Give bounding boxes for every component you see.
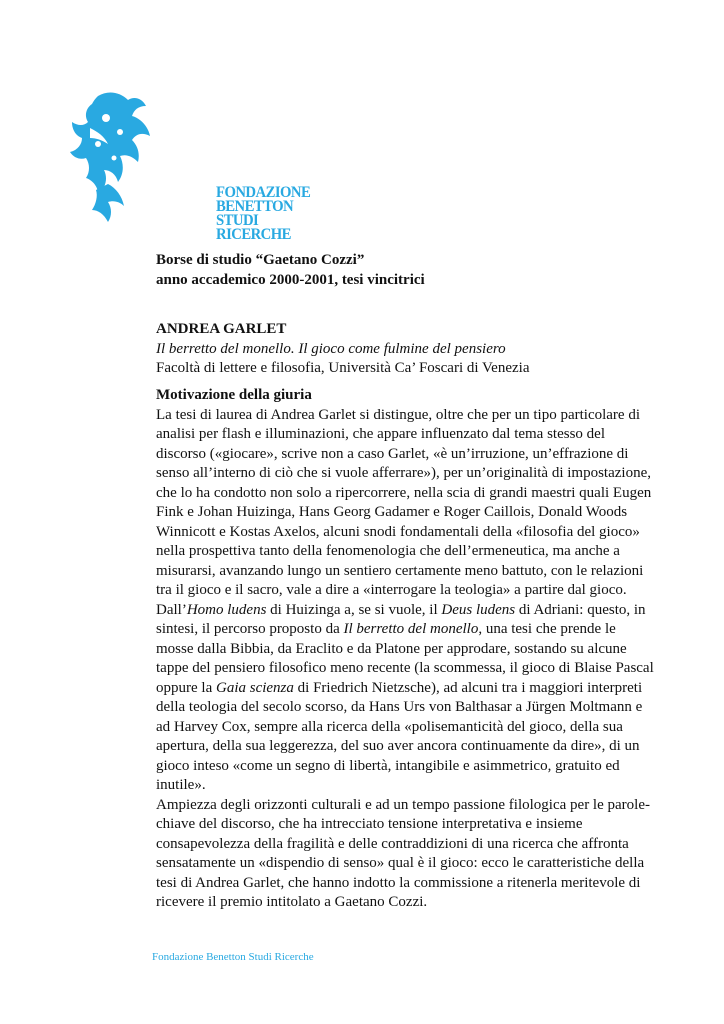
paragraph-1: La tesi di laurea di Andrea Garlet si distingue, oltre che per un tipo particolare di analisi per flash e illuminazioni, che appare influenzato dal tema stesso del discorso («giocare», scrive non a caso Garlet, «è un’irruzione, un’effrazione di senso all’interno di ciò che si vuole afferrare»), per un’originalità di impostazione, che lo ha condotto non solo a ripercorrere, nella scia di grandi maestri quali Eugen Fink e Johan Huizinga, Hans Georg Gadamer e Roger Caillois, Donald Woods Winnicott e Kostas Axelos, alcuni snodi fondamentali della «filosofia del gioco» nella prospettiva tanto della fenomenologia che dell’ermeneutica, ma anche a misurarsi, avanzando lungo un sentiero certamente meno battuto, con le relazioni tra il gioco e il sacro, vale a dire a «interrogare la teologia» a partire dal gioco. (156, 406, 652, 598)
page-footer: Fondazione Benetton Studi Ricerche (152, 951, 314, 963)
heading-line-1: Borse di studio “Gaetano Cozzi” (156, 252, 365, 268)
paragraph-2-part: , una tesi che prende le mosse dalla Bibbia, da Eraclito e da Platone per approdare, sostando su alcune tappe del pensiero filosofico meno recente (la scommessa, il gioco di Blaise Pascal oppure la (156, 621, 654, 696)
paragraph-2-part: Dall’ (156, 601, 187, 618)
paragraph-2-part: di Adriani: questo, in sintesi, il percorso proposto da (156, 601, 646, 637)
paragraph-2-part: di Friedrich Nietzsche), ad alcuni tra i maggiori interpreti della teologia del secolo scorso, da Hans Urs von Balthasar a Jürgen Moltmann e ad Harvey Cox, sempre alla ricerca della «polisemanticità del gioco, della sua apertura, della sua leggerezza, del suo aver ancora continuamente da dire», di un gioco inteso «come un segno di libertà, intangibile e asimmetrico, gratuito ed inutile». (156, 679, 643, 793)
paragraph-2-italic-berretto: Il berretto del monello (343, 621, 479, 637)
winner-name: ANDREA GARLET (156, 321, 287, 337)
paragraph-3: Ampiezza degli orizzonti culturali e ad un tempo passione filologica per le parole-chiave del discorso, che ha intrecciato tensione interpretativa e insieme consapevolezza della fragilità e delle contraddizioni di una ricerca che affronta sensatamente un «dispendio di senso» qual è il gioco: ecco le caratteristiche della tesi di Andrea Garlet, che hanno indotto la commissione a ritenerla meritevole di ricevere il premio intitolato a Gaetano Cozzi. (156, 796, 650, 910)
paragraph-2-italic-gaia-scienza: Gaia scienza (215, 679, 294, 696)
foundation-logo (68, 88, 311, 243)
logo-text-line-2: BENETTON (216, 198, 294, 215)
heading-line-2: anno accademico 2000-2001, tesi vincitrici (156, 271, 425, 288)
paragraph-2-italic-deus-ludens: Deus ludens (441, 601, 516, 618)
winner-info (156, 320, 656, 379)
paragraph-2-italic-homo-ludens: Homo ludens (186, 601, 267, 618)
motivation-section (156, 386, 656, 913)
logo-text-line-3: STUDI RICERCHE (216, 212, 291, 243)
thesis-title: Il berretto del monello. Il gioco come fulmine del pensiero (156, 340, 506, 357)
motivation-body (156, 406, 656, 913)
document-heading (156, 251, 656, 290)
winged-horse-logo-icon (68, 88, 158, 223)
motivation-title: Motivazione della giuria (156, 387, 312, 403)
logo-text-line-1: FONDAZIONE (216, 184, 311, 201)
faculty: Facoltà di lettere e filosofia, Università Ca’ Foscari di Venezia (156, 360, 530, 376)
paragraph-2-part: di Huizinga a, se si vuole, il (266, 601, 442, 618)
